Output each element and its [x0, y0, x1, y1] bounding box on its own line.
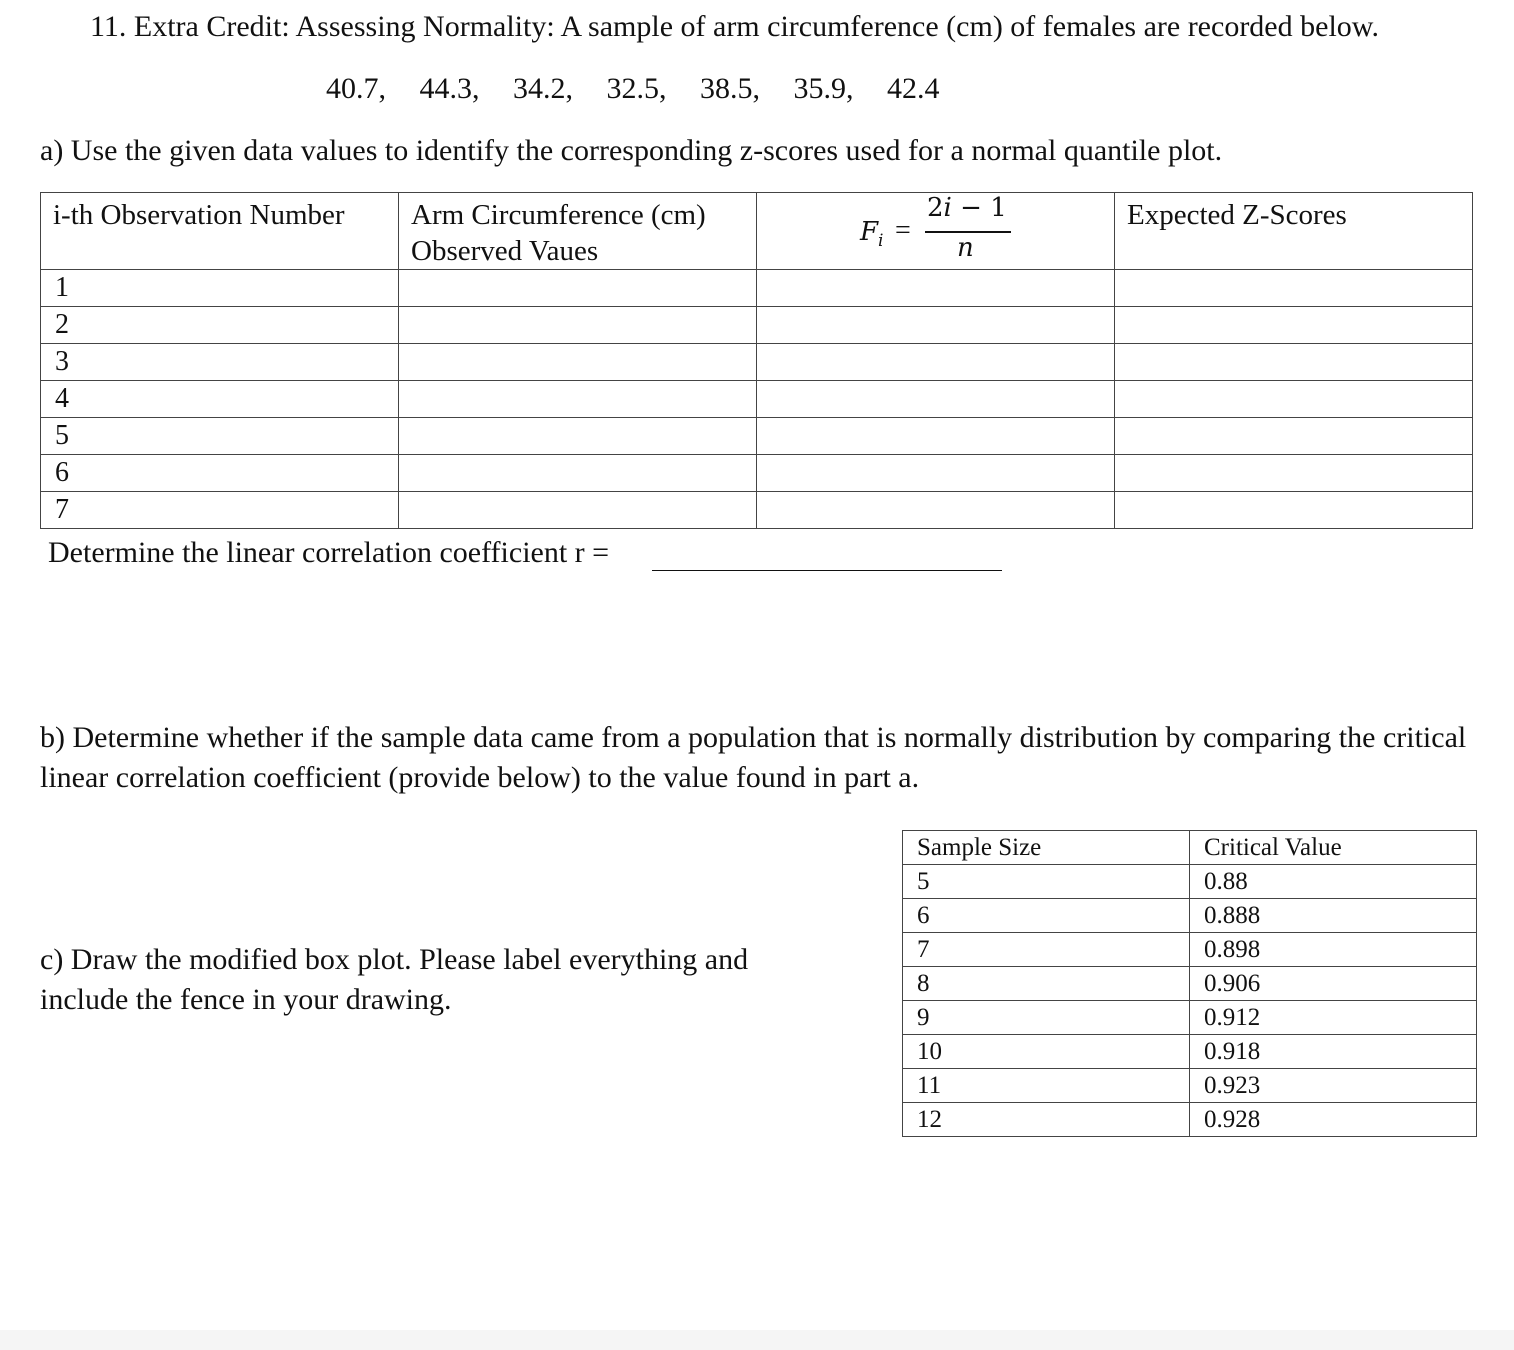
sample-size-cell: 9 [903, 1001, 1190, 1035]
data-value: 40.7, [326, 72, 386, 105]
critical-value-cell: 0.906 [1190, 967, 1477, 1001]
data-value: 38.5, [700, 72, 760, 105]
sample-size-cell: 12 [903, 1103, 1190, 1137]
correlation-prompt: Determine the linear correlation coefficient r = [48, 536, 610, 569]
col-observed-values-line2: Observed Vaues [411, 235, 599, 267]
critical-value-cell: 0.928 [1190, 1103, 1477, 1137]
data-value: 34.2, [513, 72, 573, 105]
table-row [903, 899, 1477, 933]
part-c-prompt: c) Draw the modified box plot. Please label everything and include the fence in your drawing. [40, 943, 749, 1016]
sample-size-cell: 10 [903, 1035, 1190, 1069]
table-row [41, 307, 1473, 344]
row-number: 3 [55, 346, 69, 377]
z-score-cell[interactable] [1115, 381, 1473, 418]
data-values [326, 72, 966, 106]
observed-value-cell[interactable] [399, 344, 757, 381]
z-score-cell[interactable] [1115, 344, 1473, 381]
sample-size-cell: 5 [903, 865, 1190, 899]
data-value: 44.3, [419, 72, 480, 105]
z-score-cell[interactable] [1115, 492, 1473, 529]
fi-cell[interactable] [757, 418, 1115, 455]
sample-size-cell: 7 [903, 933, 1190, 967]
formula-lhs: $F_i$ [860, 217, 884, 252]
critical-value-cell: 0.912 [1190, 1001, 1477, 1035]
row-number: 4 [55, 383, 69, 414]
table-row [41, 418, 1473, 455]
table-row [41, 455, 1473, 492]
critical-value-table [902, 830, 1477, 1137]
z-score-cell[interactable] [1115, 270, 1473, 307]
critical-value-cell: 0.918 [1190, 1035, 1477, 1069]
observed-value-cell[interactable] [399, 381, 757, 418]
formula-equals: = [895, 215, 911, 246]
fi-cell[interactable] [757, 270, 1115, 307]
table-row [41, 492, 1473, 529]
critical-value-cell: 0.923 [1190, 1069, 1477, 1103]
question-title: 11. Extra Credit: Assessing Normality: A sample of arm circumference (cm) of females are recorded below. [90, 10, 1379, 43]
table-row [903, 1103, 1477, 1137]
row-number: 7 [55, 494, 69, 525]
observed-value-cell[interactable] [399, 307, 757, 344]
fi-cell[interactable] [757, 492, 1115, 529]
critical-table-header [903, 831, 1477, 865]
z-score-table-header [41, 193, 1473, 270]
table-row [903, 865, 1477, 899]
sample-size-cell: 11 [903, 1069, 1190, 1103]
fi-cell[interactable] [757, 381, 1115, 418]
z-score-cell[interactable] [1115, 455, 1473, 492]
col-expected-z-label: Expected Z-Scores [1127, 199, 1347, 231]
fi-cell[interactable] [757, 344, 1115, 381]
data-value: 42.4 [887, 72, 940, 105]
observed-value-cell[interactable] [399, 418, 757, 455]
table-row [903, 1069, 1477, 1103]
sample-size-cell: 6 [903, 899, 1190, 933]
table-row [903, 1001, 1477, 1035]
row-number: 5 [55, 420, 69, 451]
row-number: 2 [55, 309, 69, 340]
correlation-answer-blank[interactable] [652, 570, 1002, 571]
critical-value-header: Critical Value [1190, 831, 1477, 865]
col-observed-values-line1: Arm Circumference (cm) [411, 199, 706, 231]
z-score-cell[interactable] [1115, 418, 1473, 455]
sample-size-cell: 8 [903, 967, 1190, 1001]
part-a-prompt: a) Use the given data values to identify the corresponding z-scores used for a normal quantile plot. [40, 134, 1223, 167]
fi-formula [757, 193, 1114, 266]
table-row [903, 1035, 1477, 1069]
table-row [41, 344, 1473, 381]
table-row [41, 381, 1473, 418]
observed-value-cell[interactable] [399, 455, 757, 492]
row-number: 6 [55, 457, 69, 488]
data-value: 35.9, [793, 72, 854, 105]
table-row [903, 967, 1477, 1001]
fi-cell[interactable] [757, 455, 1115, 492]
col-expected-z-header [1115, 193, 1473, 270]
formula-numerator: 2i − 1 [927, 193, 1007, 223]
col-fi-formula-header [757, 193, 1115, 270]
page-bottom-edge [0, 1330, 1514, 1350]
col-observation-number-label: i-th Observation Number [53, 199, 345, 231]
table-row [41, 270, 1473, 307]
observed-value-cell[interactable] [399, 492, 757, 529]
fi-cell[interactable] [757, 307, 1115, 344]
col-observed-values-header [399, 193, 757, 270]
sample-size-header: Sample Size [903, 831, 1190, 865]
formula-denominator: n [957, 233, 974, 263]
data-value: 32.5, [606, 72, 667, 105]
critical-value-cell: 0.88 [1190, 865, 1477, 899]
z-score-cell[interactable] [1115, 307, 1473, 344]
col-observation-number-header [41, 193, 399, 270]
critical-value-cell: 0.898 [1190, 933, 1477, 967]
part-b-prompt: b) Determine whether if the sample data came from a population that is normally distribution by comparing the critical linear correlation coefficient (provide below) to the value found in part a. [40, 721, 1467, 794]
z-score-table [40, 192, 1473, 529]
row-number: 1 [55, 272, 69, 303]
observed-value-cell[interactable] [399, 270, 757, 307]
critical-value-cell: 0.888 [1190, 899, 1477, 933]
table-row [903, 933, 1477, 967]
